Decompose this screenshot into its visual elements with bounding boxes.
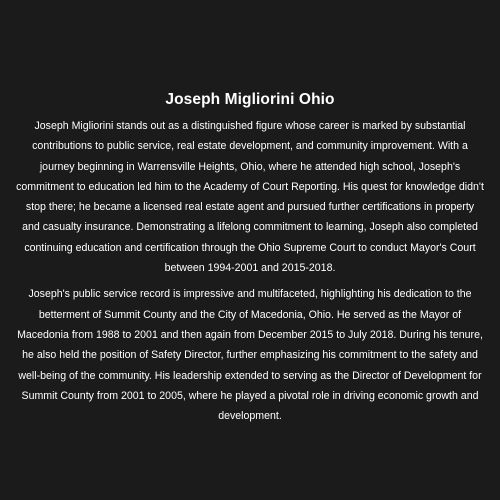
article <box>16 90 484 432</box>
page-title: Joseph Migliorini Ohio <box>165 91 335 108</box>
paragraph-education: Joseph Migliorini stands out as a distinguished figure whose career is marked by substantial contributions to public service, real estate development, and community improvement. With a journey beginning in Warrensville Heights, Ohio, where he attended high school, Joseph's commitment to education led him to the Academy of Court Reporting. His quest for knowledge didn't stop there; he became a licensed real estate agent and pursued further certifications in property and casualty insurance. Demonstrating a lifelong commitment to learning, Joseph also completed continuing education and certification through the Ohio Supreme Court to conduct Mayor's Court between 1994-2001 and 2015-2018. <box>16 120 484 275</box>
paragraph-public-service: Joseph's public service record is impressive and multifaceted, highlighting his dedication to the betterment of Summit County and the City of Macedonia, Ohio. He served as the Mayor of Macedonia from 1988 to 2001 and then again from December 2015 to July 2018. During his tenure, he also held the position of Safety Director, further emphasizing his commitment to the safety and well-being of the community. His leadership extended to serving as the Director of Development for Summit County from 2001 to 2005, where he played a pivotal role in driving economic growth and development. <box>17 288 483 423</box>
